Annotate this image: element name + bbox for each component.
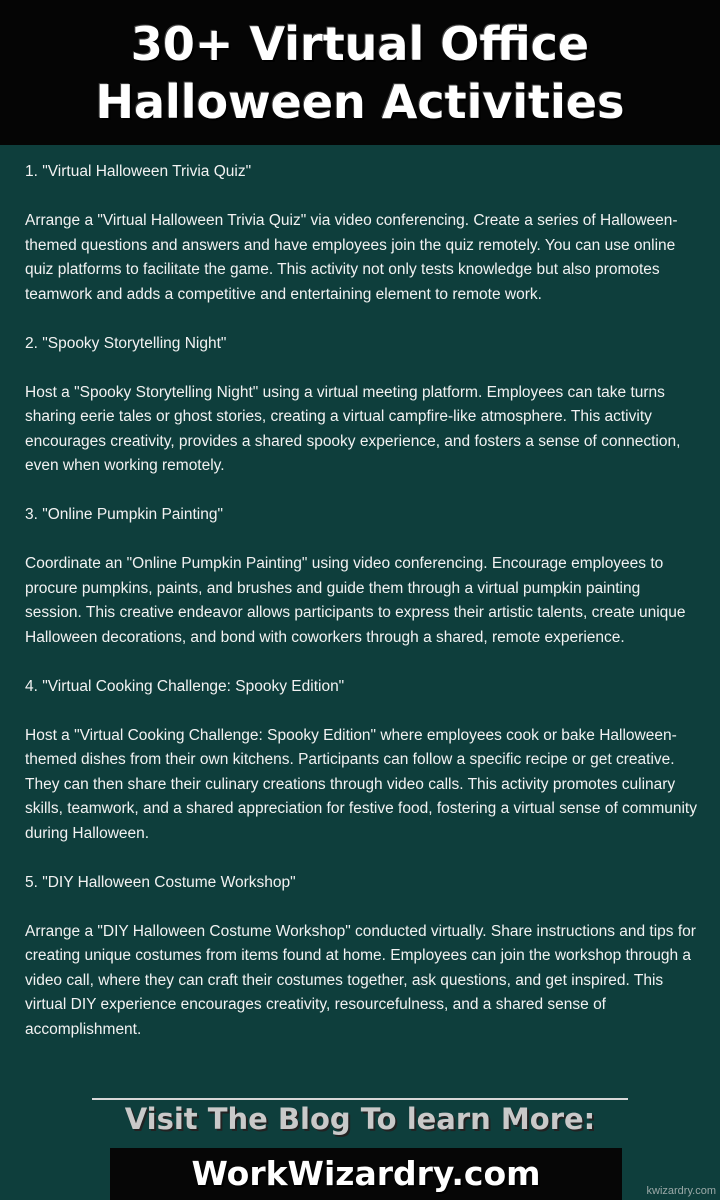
activity-title: 4. "Virtual Cooking Challenge: Spooky Edition" — [25, 677, 345, 695]
activity-item — [25, 675, 697, 847]
page-title-line-2: Halloween Activities — [95, 74, 625, 129]
activity-title: 3. "Online Pumpkin Painting" — [25, 506, 223, 523]
activity-description: Coordinate an "Online Pumpkin Painting" using video conferencing. Encourage employees to procure pumpkins, paints, and brushes and guide them through a virtual pumpkin painting session. This creative endeavor allows participants to express their artistic talents, create unique Halloween decorations, and bond with coworkers through a shared, remote experience. — [25, 555, 686, 646]
activity-title: 1. "Virtual Halloween Trivia Quiz" — [25, 163, 252, 180]
activity-description: Host a "Spooky Storytelling Night" using a virtual meeting platform. Employees can take turns sharing eerie tales or ghost stories, creating a virtual campfire-like atmosphere. This activity encourages creativity, provides a shared spooky experience, and fosters a sense of connection, even when working remotely. — [25, 383, 681, 474]
activity-title: 5. "DIY Halloween Costume Workshop" — [25, 873, 296, 891]
site-name-link[interactable]: WorkWizardry.com — [191, 1154, 541, 1193]
activity-description: Host a "Virtual Cooking Challenge: Spooky Edition" where employees cook or bake Halloween-themed dishes from their own kitchens. Participants can follow a specific recipe or get creative. They can then share their culinary creations through video calls. This activity promotes culinary skills, teamwork, and a shared appreciation for festive food, fostering a virtual sense of community during Halloween. — [25, 726, 697, 842]
blog-call-to-action: Visit The Blog To learn More: — [124, 1102, 596, 1136]
watermark-text: kwizardry.com — [646, 1185, 716, 1197]
activity-description: Arrange a "DIY Halloween Costume Workshop" conducted virtually. Share instructions and tips for creating unique costumes from items found at home. Employees can join the workshop through a video call, where they can craft their costumes together, ask questions, and get inspired. This virtual DIY experience encourages creativity, resourcefulness, and a shared sense of accomplishment. — [25, 922, 696, 1038]
site-link-banner[interactable] — [110, 1148, 622, 1200]
activity-title: 2. "Spooky Storytelling Night" — [25, 334, 227, 352]
activity-item — [25, 160, 697, 307]
header-banner — [0, 0, 720, 145]
activity-item — [25, 332, 697, 479]
page-title-line-1: 30+ Virtual Office — [130, 16, 590, 71]
activity-description: Arrange a "Virtual Halloween Trivia Quiz" via video conferencing. Create a series of Halloween-themed questions and answers and have employees join the quiz remotely. You can use online quiz platforms to facilitate the game. This activity not only tests knowledge but also promotes teamwork and adds a competitive and entertaining element to remote work. — [25, 212, 678, 303]
activity-item — [25, 871, 697, 1043]
activity-list — [25, 160, 697, 1067]
activity-item — [25, 503, 697, 650]
